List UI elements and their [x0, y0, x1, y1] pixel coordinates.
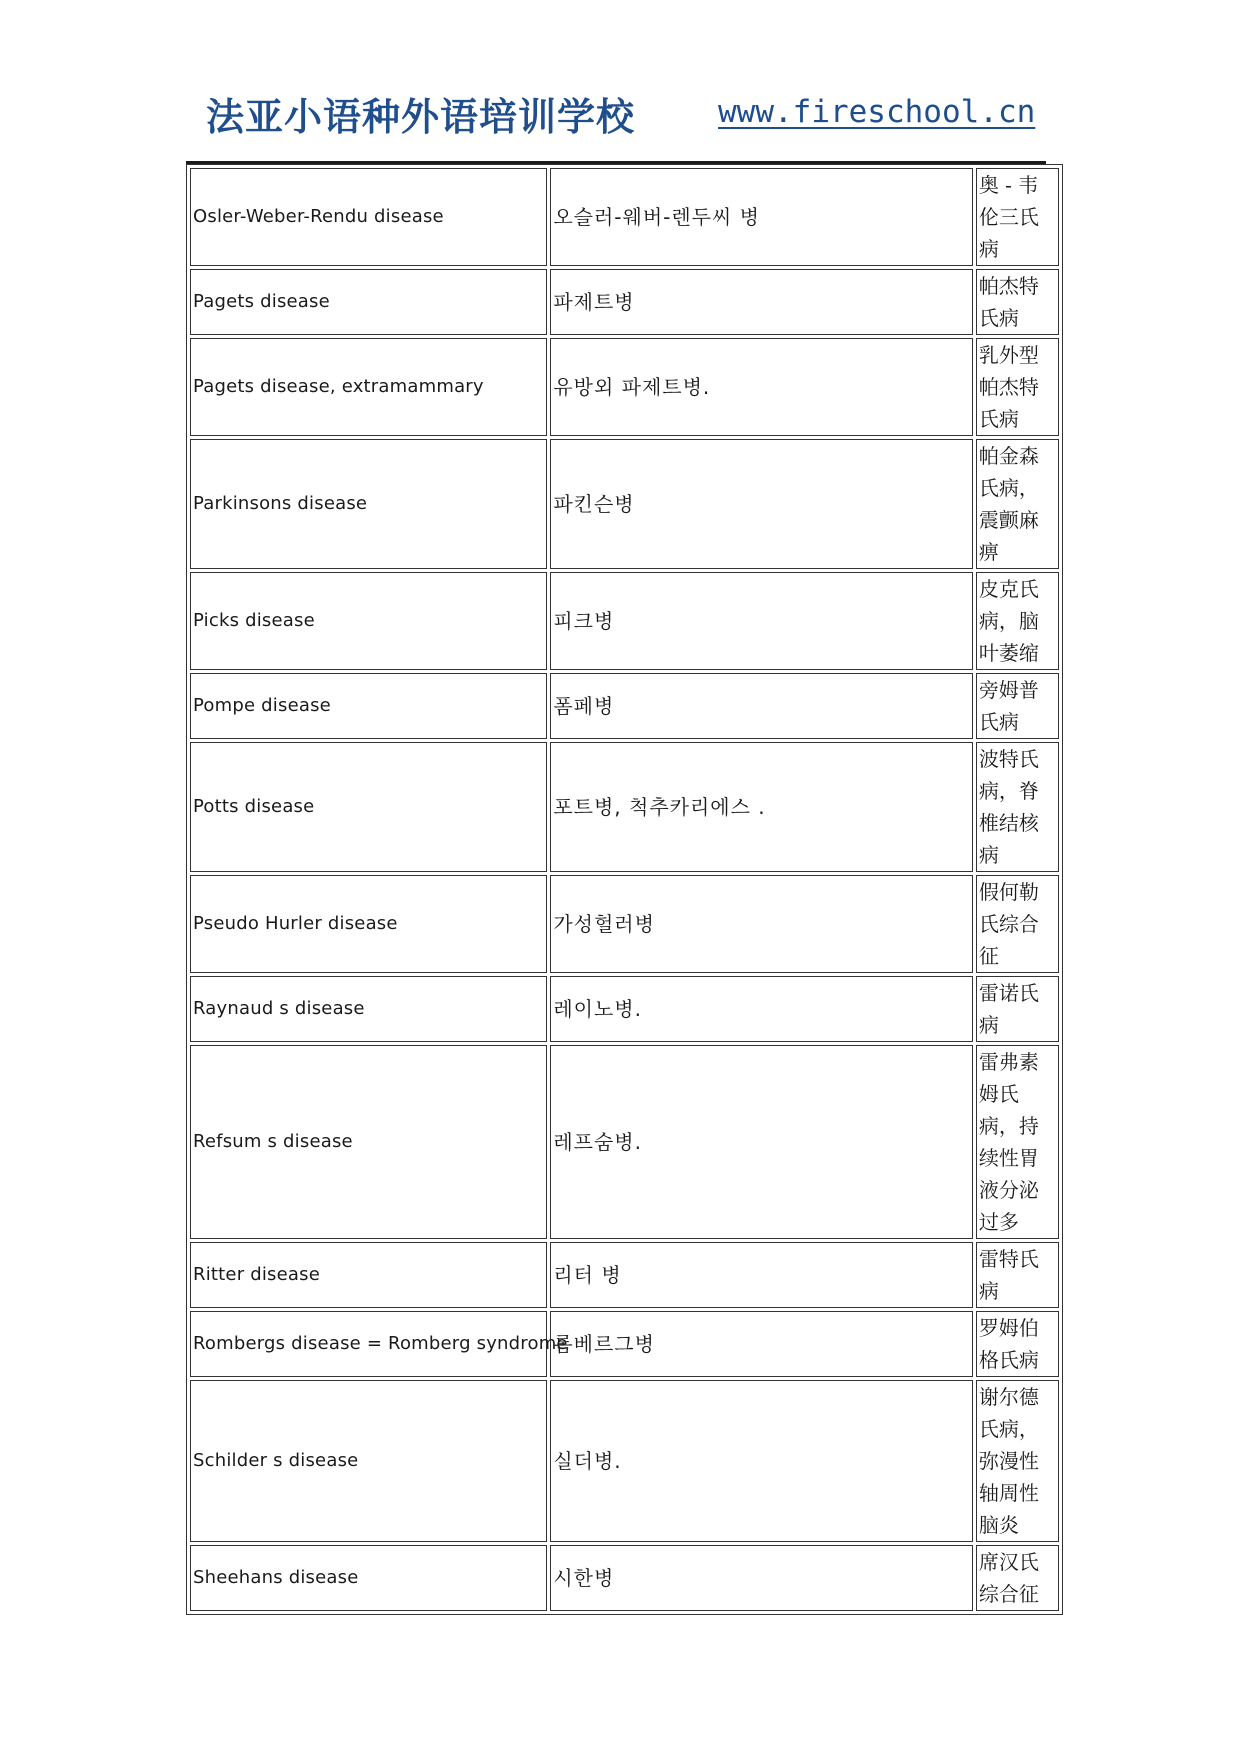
table-row	[190, 1311, 1059, 1377]
english-term-cell: Osler-Weber-Rendu disease	[190, 168, 547, 266]
korean-term-cell: 유방외 파제트병.	[550, 338, 973, 436]
table-row	[190, 439, 1059, 569]
table-row	[190, 673, 1059, 739]
table-row	[190, 875, 1059, 973]
korean-term-cell: 롬베르그병	[550, 1311, 973, 1377]
korean-term-cell: 가성헐러병	[550, 875, 973, 973]
table-row	[190, 976, 1059, 1042]
english-term-cell: Pompe disease	[190, 673, 547, 739]
table-row	[190, 1242, 1059, 1308]
korean-term-cell: 레이노병.	[550, 976, 973, 1042]
chinese-term-cell: 旁姆普氏病	[976, 673, 1059, 739]
chinese-term-cell: 假何勒氏综合征	[976, 875, 1059, 973]
english-term-cell: Parkinsons disease	[190, 439, 547, 569]
chinese-term-cell: 奥 - 韦伦三氏病	[976, 168, 1059, 266]
chinese-term-cell: 波特氏病，脊椎结核病	[976, 742, 1059, 872]
korean-term-cell: 실더병.	[550, 1380, 973, 1542]
chinese-term-cell: 雷诺氏病	[976, 976, 1059, 1042]
table-row	[190, 269, 1059, 335]
korean-term-cell: 파제트병	[550, 269, 973, 335]
chinese-term-cell: 席汉氏综合征	[976, 1545, 1059, 1611]
school-name: 法亚小语种外语培训学校	[206, 95, 636, 139]
table-row	[190, 1380, 1059, 1542]
chinese-term-cell: 罗姆伯格氏病	[976, 1311, 1059, 1377]
english-term-cell: Pseudo Hurler disease	[190, 875, 547, 973]
page-header	[186, 86, 1046, 148]
chinese-term-cell: 乳外型帕杰特氏病	[976, 338, 1059, 436]
chinese-term-cell: 帕金森氏病，震颤麻痹	[976, 439, 1059, 569]
table-row	[190, 1545, 1059, 1611]
korean-term-cell: 파킨슨병	[550, 439, 973, 569]
school-url-link[interactable]: www.fireschool.cn	[718, 94, 1036, 130]
english-term-cell: Potts disease	[190, 742, 547, 872]
chinese-term-cell: 雷弗素姆氏病，持续性胃液分泌过多	[976, 1045, 1059, 1239]
english-term-cell: Rombergs disease = Romberg syndrome	[190, 1311, 547, 1377]
korean-term-cell: 리터 병	[550, 1242, 973, 1308]
chinese-term-cell: 帕杰特氏病	[976, 269, 1059, 335]
disease-translation-table	[186, 164, 1063, 1615]
english-term-cell: Refsum s disease	[190, 1045, 547, 1239]
korean-term-cell: 시한병	[550, 1545, 973, 1611]
english-term-cell: Pagets disease, extramammary	[190, 338, 547, 436]
table-row	[190, 742, 1059, 872]
table-row	[190, 572, 1059, 670]
english-term-cell: Schilder s disease	[190, 1380, 547, 1542]
english-term-cell: Ritter disease	[190, 1242, 547, 1308]
english-term-cell: Pagets disease	[190, 269, 547, 335]
korean-term-cell: 레프숨병.	[550, 1045, 973, 1239]
korean-term-cell: 폼페병	[550, 673, 973, 739]
chinese-term-cell: 皮克氏病，脑叶萎缩	[976, 572, 1059, 670]
english-term-cell: Sheehans disease	[190, 1545, 547, 1611]
korean-term-cell: 오슬러-웨버-렌두씨 병	[550, 168, 973, 266]
table-row	[190, 168, 1059, 266]
korean-term-cell: 포트병, 척추카리에스 .	[550, 742, 973, 872]
table-row	[190, 338, 1059, 436]
table-row	[190, 1045, 1059, 1239]
korean-term-cell: 피크병	[550, 572, 973, 670]
chinese-term-cell: 雷特氏病	[976, 1242, 1059, 1308]
english-term-cell: Raynaud s disease	[190, 976, 547, 1042]
chinese-term-cell: 谢尔德氏病，弥漫性轴周性脑炎	[976, 1380, 1059, 1542]
english-term-cell: Picks disease	[190, 572, 547, 670]
